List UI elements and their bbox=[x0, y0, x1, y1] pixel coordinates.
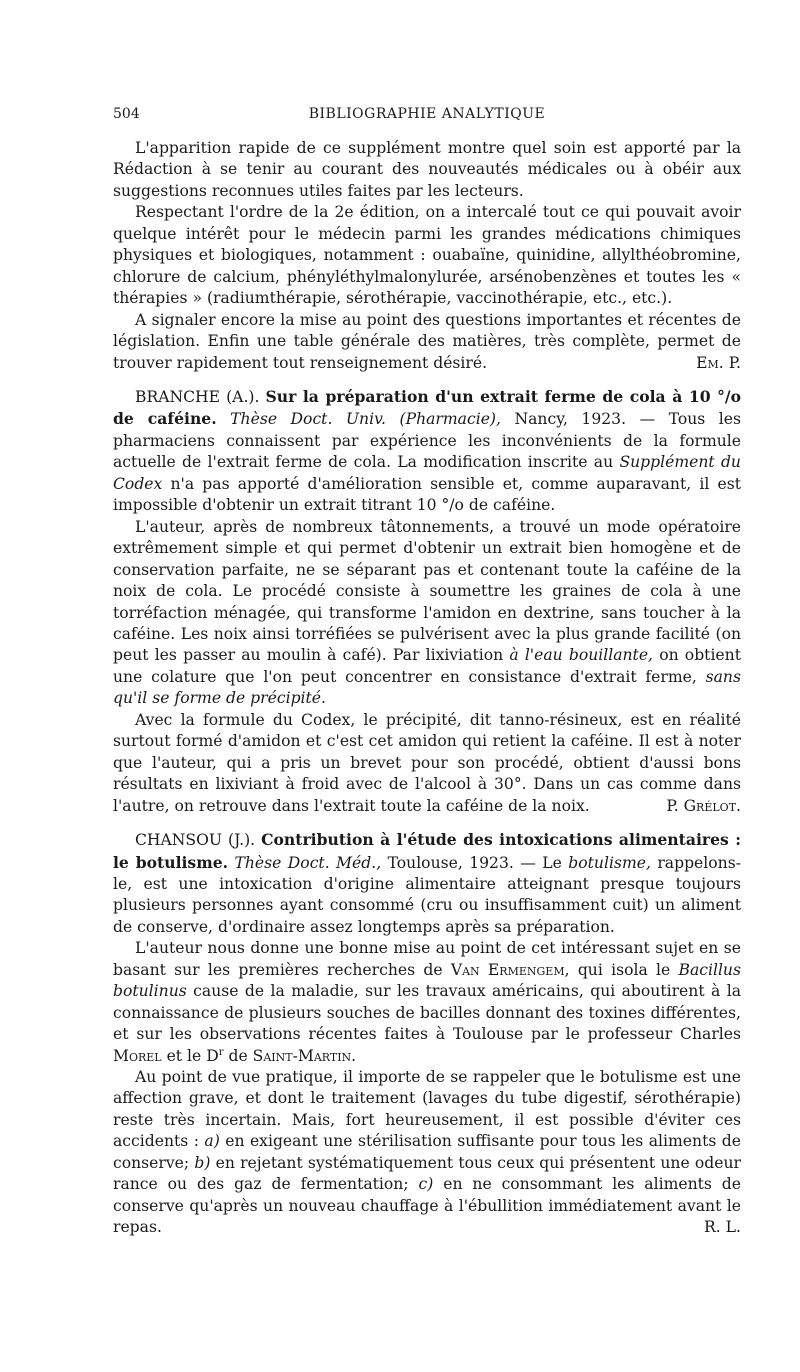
review3-source: Thèse Doct. Méd., bbox=[234, 853, 382, 872]
review3-para3-a: Au point de vue pratique, il importe de se rappeler que le botulisme est une affection grave, et dont le traitement (lavages du tube digestif, sérothérapie) reste très incertain. Mais, fort heureusement, il est possible d'éviter ces accidents : bbox=[113, 1068, 741, 1151]
review3-para2-sup: r bbox=[218, 1046, 224, 1058]
review2-source-paren: (Pharmacie), bbox=[399, 410, 501, 429]
review3-para2-italic: Bacillus botulinus bbox=[113, 960, 741, 1001]
review2-para2-b: on obtient une colature que l'on peut concentrer en consistance d'extrait ferme, bbox=[113, 646, 741, 686]
review2-author: BRANCHE (A.). bbox=[135, 387, 260, 406]
page bbox=[113, 106, 741, 1239]
review3-author: CHANSOU (J.). bbox=[135, 831, 256, 850]
review2-source-place: Nancy, 1923. bbox=[514, 410, 627, 429]
review3-title: Contribution à l'étude des intoxications alimentaires : le botulisme. bbox=[113, 830, 741, 872]
review1-paragraph-2: Respectant l'ordre de la 2e édition, on a intercalé tout ce qui pouvait avoir quelque intérêt pour le médecin parmi les grandes médications chimiques physiques et biologiques, notamment : ouabaïne, quinidine, allylthéobromine, chlorure de calcium, phényléthylmalonylurée, arsénobenzènes et toutes les « thérapies » (radiumthérapie, sérothérapie, vaccinothérapie, etc., etc.). bbox=[113, 203, 741, 308]
review3-para3-label-a: a) bbox=[204, 1132, 220, 1151]
review3-name-saint-martin: Saint-Martin. bbox=[252, 1046, 357, 1065]
review3-para3-d: en ne consommant les aliments de conserve qu'après un nouveau chauffage à l'ébullition immédiatement avant le repas. bbox=[113, 1175, 742, 1237]
review1-signature: Em. P. bbox=[696, 353, 741, 372]
review2-para3-text: Avec la formule du Codex, le précipité, dit tanno-résineux, est en réalité surtout formé d'amidon et c'est cet amidon qui retient la caféine. Il est à noter que l'auteur, qui a pris un brevet pour son procédé, obtient d'aussi bons résultats en lixiviant à froid avec de l'alcool à 30°. Dans un cas comme dans l'autre, on retrouve dans l'extrait toute la caféine de la noix. bbox=[113, 710, 741, 815]
review2-body-1-italic: Supplément du Codex bbox=[113, 453, 741, 493]
article-body bbox=[113, 138, 741, 1239]
review2-para2-italic-2: sans qu'il se forme de précipité. bbox=[113, 667, 741, 708]
review2-title: Sur la préparation d'un extrait ferme de cola à 10 °/o de caféine. bbox=[113, 386, 741, 429]
review1-paragraph-3 bbox=[113, 310, 741, 374]
review1-paragraph-1: L'apparition rapide de ce supplément montre quel soin est apporté par la Rédaction à se tenir au courant des nouveautés médicales ou à obéir aux suggestions reconnues utiles faites par les lecteurs. bbox=[113, 139, 741, 200]
running-header bbox=[113, 106, 741, 130]
review2-paragraph-3 bbox=[113, 710, 741, 817]
review3-source-place: Toulouse, 1923. — Le bbox=[387, 853, 562, 872]
review3-para2-d2: de bbox=[228, 1046, 248, 1065]
review2-para2-a: L'auteur, après de nombreux tâtonnements, a trouvé un mode opératoire extrêmement simple et qui permet d'obtenir un extrait bien homogène et de conservation parfaite, ne se séparant pas et contenant toute la caféine de la noix de cola. Le procédé consiste à soumettre les graines de cola à une torréfaction ménagée, qui transforme l'amidon en dextrine, sans toucher à la caféine. Les noix ainsi torréfiées se pulvérisent avec la plus grande facilité (on peut les passer au moulin à café). Par lixiviation bbox=[113, 517, 741, 665]
review2-para2-italic-1: à l'eau bouillante, bbox=[509, 646, 654, 665]
review3-para3-b: en exigeant une stérilisation suffisante pour tous les aliments de conserve; bbox=[113, 1132, 741, 1172]
review3-entry bbox=[113, 829, 741, 938]
review2-body-1a: — Tous les pharmaciens connaissent par expérience les inconvénients de la formule actuelle de l'extrait ferme de cola. La modification inscrite au bbox=[113, 410, 741, 472]
page-number: 504 bbox=[113, 106, 140, 122]
review3-name-van-ermengem: Van Ermengem, bbox=[450, 960, 570, 979]
review2-body-1b: n'a pas apporté d'amélioration sensible et, comme auparavant, il est impossible d'obtenir un extrait titrant 10 °/o de caféine. bbox=[113, 474, 741, 515]
review3-para3-label-b: b) bbox=[194, 1153, 211, 1172]
review2-paragraph-2 bbox=[113, 517, 741, 710]
review3-name-morel: Morel bbox=[113, 1046, 162, 1065]
review2-source: Thèse Doct. Univ. bbox=[230, 410, 386, 429]
review3-para2-b: qui isola le bbox=[577, 960, 671, 979]
review3-para2-c: cause de la maladie, sur les travaux américains, qui aboutirent à la connaissance de plusieurs souches de bacilles donnant des toxines différentes, et sur les observations récentes faites à Toulouse par le professeur Charles bbox=[113, 982, 741, 1044]
review3-signature: R. L. bbox=[704, 1218, 741, 1237]
review3-para3-label-c: c) bbox=[418, 1175, 434, 1194]
review3-body-1: rappelons-le, est une intoxication d'origine alimentaire atteignant presque toujours plusieurs personnes ayant consommé (cru ou insuffisamment cuit) un aliment de conserve, d'ordinaire assez longtemps après sa préparation. bbox=[113, 853, 741, 936]
review3-para2-a: L'auteur nous donne une bonne mise au point de cet intéressant sujet en se basant sur les premières recherches de bbox=[113, 939, 741, 979]
review3-body-italic: botulisme, bbox=[568, 853, 651, 872]
review2-signature: P. Grélot. bbox=[666, 796, 741, 815]
review3-paragraph-2 bbox=[113, 938, 741, 1067]
review3-paragraph-3 bbox=[113, 1067, 741, 1239]
review3-para2-d: et le D bbox=[166, 1046, 219, 1065]
review1-paragraph-3-text: A signaler encore la mise au point des questions importantes et récentes de législation. Enfin une table générale des matières, très complète, permet de trouver rapidement tout renseignement désiré. bbox=[113, 310, 741, 372]
running-title: BIBLIOGRAPHIE ANALYTIQUE bbox=[308, 106, 546, 122]
review2-entry bbox=[113, 386, 741, 517]
review3-para3-c: en rejetant systématiquement tous ceux qui présentent une odeur rance ou des gaz de fermentation; bbox=[113, 1153, 741, 1194]
